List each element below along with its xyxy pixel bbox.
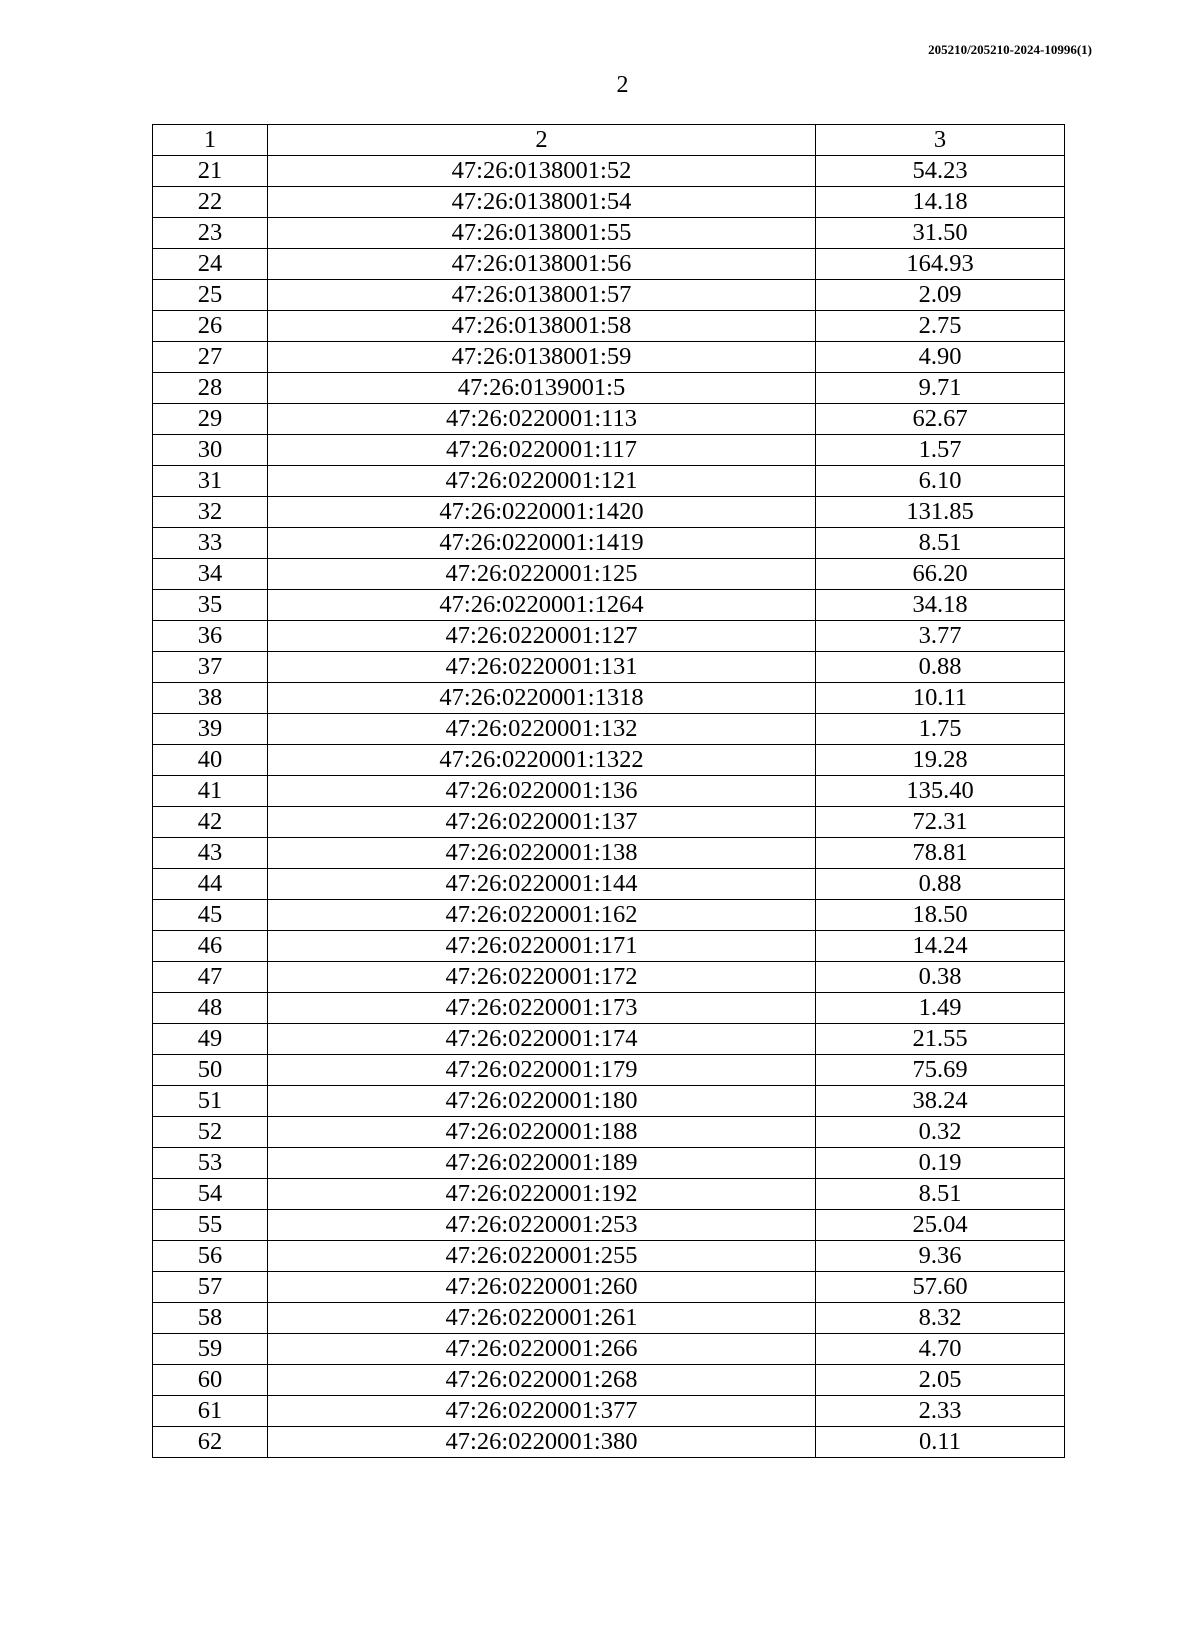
table-row — [153, 1396, 1065, 1427]
table-row — [153, 1272, 1065, 1303]
area-cell: 18.50 — [816, 900, 1065, 931]
area-cell: 2.05 — [816, 1365, 1065, 1396]
row-number-cell: 35 — [153, 590, 268, 621]
area-cell: 14.18 — [816, 187, 1065, 218]
row-number-cell: 30 — [153, 435, 268, 466]
cadastral-number-cell: 47:26:0138001:59 — [268, 342, 816, 373]
cadastral-number-cell: 47:26:0220001:377 — [268, 1396, 816, 1427]
row-number-cell: 22 — [153, 187, 268, 218]
row-number-cell: 47 — [153, 962, 268, 993]
cadastral-number-cell: 47:26:0220001:188 — [268, 1117, 816, 1148]
cadastral-number-cell: 47:26:0220001:261 — [268, 1303, 816, 1334]
table-row — [153, 1148, 1065, 1179]
cadastral-number-cell: 47:26:0220001:266 — [268, 1334, 816, 1365]
row-number-cell: 28 — [153, 373, 268, 404]
area-cell: 1.57 — [816, 435, 1065, 466]
row-number-cell: 51 — [153, 1086, 268, 1117]
table-row — [153, 1055, 1065, 1086]
row-number-cell: 49 — [153, 1024, 268, 1055]
area-cell: 2.75 — [816, 311, 1065, 342]
row-number-cell: 46 — [153, 931, 268, 962]
area-cell: 0.88 — [816, 869, 1065, 900]
table-row — [153, 869, 1065, 900]
header-row — [153, 125, 1065, 156]
header-col-3: 3 — [816, 125, 1065, 156]
area-cell: 72.31 — [816, 807, 1065, 838]
area-cell: 0.32 — [816, 1117, 1065, 1148]
area-cell: 9.71 — [816, 373, 1065, 404]
table-row — [153, 528, 1065, 559]
table-row — [153, 900, 1065, 931]
cadastral-number-cell: 47:26:0220001:137 — [268, 807, 816, 838]
row-number-cell: 33 — [153, 528, 268, 559]
row-number-cell: 44 — [153, 869, 268, 900]
cadastral-number-cell: 47:26:0220001:127 — [268, 621, 816, 652]
row-number-cell: 29 — [153, 404, 268, 435]
cadastral-number-cell: 47:26:0220001:174 — [268, 1024, 816, 1055]
cadastral-number-cell: 47:26:0220001:179 — [268, 1055, 816, 1086]
table-row — [153, 1303, 1065, 1334]
row-number-cell: 61 — [153, 1396, 268, 1427]
row-number-cell: 38 — [153, 683, 268, 714]
area-cell: 0.38 — [816, 962, 1065, 993]
area-cell: 6.10 — [816, 466, 1065, 497]
cadastral-number-cell: 47:26:0220001:1264 — [268, 590, 816, 621]
table-row — [153, 404, 1065, 435]
cadastral-number-cell: 47:26:0220001:192 — [268, 1179, 816, 1210]
area-cell: 34.18 — [816, 590, 1065, 621]
cadastral-number-cell: 47:26:0138001:55 — [268, 218, 816, 249]
cadastral-number-cell: 47:26:0220001:1420 — [268, 497, 816, 528]
table-header — [153, 125, 1065, 156]
area-cell: 54.23 — [816, 156, 1065, 187]
cadastral-number-cell: 47:26:0220001:255 — [268, 1241, 816, 1272]
cadastral-number-cell: 47:26:0138001:56 — [268, 249, 816, 280]
row-number-cell: 23 — [153, 218, 268, 249]
row-number-cell: 56 — [153, 1241, 268, 1272]
row-number-cell: 27 — [153, 342, 268, 373]
row-number-cell: 24 — [153, 249, 268, 280]
cadastral-number-cell: 47:26:0220001:189 — [268, 1148, 816, 1179]
area-cell: 0.11 — [816, 1427, 1065, 1458]
row-number-cell: 54 — [153, 1179, 268, 1210]
cadastral-number-cell: 47:26:0220001:1318 — [268, 683, 816, 714]
area-cell: 9.36 — [816, 1241, 1065, 1272]
cadastral-number-cell: 47:26:0220001:380 — [268, 1427, 816, 1458]
area-cell: 0.19 — [816, 1148, 1065, 1179]
cadastral-number-cell: 47:26:0220001:131 — [268, 652, 816, 683]
cadastral-number-cell: 47:26:0220001:1322 — [268, 745, 816, 776]
table-row — [153, 962, 1065, 993]
row-number-cell: 26 — [153, 311, 268, 342]
row-number-cell: 57 — [153, 1272, 268, 1303]
area-cell: 75.69 — [816, 1055, 1065, 1086]
cadastral-number-cell: 47:26:0138001:58 — [268, 311, 816, 342]
cadastral-number-cell: 47:26:0220001:113 — [268, 404, 816, 435]
cadastral-number-cell: 47:26:0138001:54 — [268, 187, 816, 218]
cadastral-number-cell: 47:26:0220001:132 — [268, 714, 816, 745]
table-row — [153, 559, 1065, 590]
table-row — [153, 590, 1065, 621]
table-row — [153, 342, 1065, 373]
table-row — [153, 435, 1065, 466]
table-row — [153, 1117, 1065, 1148]
row-number-cell: 37 — [153, 652, 268, 683]
cadastral-number-cell: 47:26:0220001:117 — [268, 435, 816, 466]
area-cell: 78.81 — [816, 838, 1065, 869]
area-cell: 131.85 — [816, 497, 1065, 528]
row-number-cell: 34 — [153, 559, 268, 590]
row-number-cell: 42 — [153, 807, 268, 838]
table-row — [153, 1086, 1065, 1117]
parcel-table — [152, 124, 1065, 1458]
table-row — [153, 1427, 1065, 1458]
cadastral-number-cell: 47:26:0220001:180 — [268, 1086, 816, 1117]
area-cell: 10.11 — [816, 683, 1065, 714]
area-cell: 8.51 — [816, 1179, 1065, 1210]
table-row — [153, 993, 1065, 1024]
area-cell: 4.90 — [816, 342, 1065, 373]
row-number-cell: 58 — [153, 1303, 268, 1334]
area-cell: 2.09 — [816, 280, 1065, 311]
table-row — [153, 497, 1065, 528]
cadastral-number-cell: 47:26:0220001:162 — [268, 900, 816, 931]
area-cell: 1.75 — [816, 714, 1065, 745]
table-row — [153, 1334, 1065, 1365]
table-row — [153, 745, 1065, 776]
area-cell: 4.70 — [816, 1334, 1065, 1365]
row-number-cell: 40 — [153, 745, 268, 776]
table-row — [153, 373, 1065, 404]
cadastral-number-cell: 47:26:0220001:1419 — [268, 528, 816, 559]
area-cell: 135.40 — [816, 776, 1065, 807]
row-number-cell: 43 — [153, 838, 268, 869]
table-row — [153, 776, 1065, 807]
area-cell: 1.49 — [816, 993, 1065, 1024]
cadastral-number-cell: 47:26:0220001:253 — [268, 1210, 816, 1241]
table-row — [153, 1024, 1065, 1055]
table-row — [153, 466, 1065, 497]
row-number-cell: 48 — [153, 993, 268, 1024]
table-row — [153, 156, 1065, 187]
table-row — [153, 218, 1065, 249]
cadastral-number-cell: 47:26:0220001:171 — [268, 931, 816, 962]
row-number-cell: 62 — [153, 1427, 268, 1458]
row-number-cell: 41 — [153, 776, 268, 807]
cadastral-number-cell: 47:26:0220001:138 — [268, 838, 816, 869]
row-number-cell: 60 — [153, 1365, 268, 1396]
document-id: 205210/205210-2024-10996(1) — [928, 42, 1092, 57]
area-cell: 2.33 — [816, 1396, 1065, 1427]
table-row — [153, 838, 1065, 869]
table-row — [153, 249, 1065, 280]
area-cell: 66.20 — [816, 559, 1065, 590]
row-number-cell: 59 — [153, 1334, 268, 1365]
table-row — [153, 187, 1065, 218]
row-number-cell: 53 — [153, 1148, 268, 1179]
row-number-cell: 25 — [153, 280, 268, 311]
area-cell: 8.51 — [816, 528, 1065, 559]
row-number-cell: 50 — [153, 1055, 268, 1086]
row-number-cell: 55 — [153, 1210, 268, 1241]
row-number-cell: 21 — [153, 156, 268, 187]
cadastral-number-cell: 47:26:0220001:121 — [268, 466, 816, 497]
header-col-2: 2 — [268, 125, 816, 156]
cadastral-number-cell: 47:26:0139001:5 — [268, 373, 816, 404]
table-row — [153, 311, 1065, 342]
area-cell: 19.28 — [816, 745, 1065, 776]
table-row — [153, 683, 1065, 714]
row-number-cell: 31 — [153, 466, 268, 497]
cadastral-number-cell: 47:26:0220001:268 — [268, 1365, 816, 1396]
cadastral-number-cell: 47:26:0220001:260 — [268, 1272, 816, 1303]
area-cell: 164.93 — [816, 249, 1065, 280]
cadastral-number-cell: 47:26:0220001:125 — [268, 559, 816, 590]
table-row — [153, 1241, 1065, 1272]
table-row — [153, 1210, 1065, 1241]
table-row — [153, 652, 1065, 683]
cadastral-number-cell: 47:26:0220001:173 — [268, 993, 816, 1024]
area-cell: 21.55 — [816, 1024, 1065, 1055]
area-cell: 38.24 — [816, 1086, 1065, 1117]
table-row — [153, 1179, 1065, 1210]
area-cell: 57.60 — [816, 1272, 1065, 1303]
area-cell: 31.50 — [816, 218, 1065, 249]
row-number-cell: 39 — [153, 714, 268, 745]
row-number-cell: 52 — [153, 1117, 268, 1148]
table-row — [153, 807, 1065, 838]
cadastral-number-cell: 47:26:0138001:52 — [268, 156, 816, 187]
cadastral-number-cell: 47:26:0220001:144 — [268, 869, 816, 900]
area-cell: 8.32 — [816, 1303, 1065, 1334]
area-cell: 25.04 — [816, 1210, 1065, 1241]
area-cell: 0.88 — [816, 652, 1065, 683]
area-cell: 14.24 — [816, 931, 1065, 962]
table-row — [153, 931, 1065, 962]
row-number-cell: 36 — [153, 621, 268, 652]
table-row — [153, 280, 1065, 311]
cadastral-number-cell: 47:26:0220001:172 — [268, 962, 816, 993]
header-col-1: 1 — [153, 125, 268, 156]
row-number-cell: 32 — [153, 497, 268, 528]
area-cell: 3.77 — [816, 621, 1065, 652]
table-row — [153, 1365, 1065, 1396]
table-row — [153, 621, 1065, 652]
cadastral-number-cell: 47:26:0138001:57 — [268, 280, 816, 311]
table-body — [153, 156, 1065, 1458]
page-number: 2 — [616, 72, 629, 98]
cadastral-number-cell: 47:26:0220001:136 — [268, 776, 816, 807]
row-number-cell: 45 — [153, 900, 268, 931]
table-row — [153, 714, 1065, 745]
area-cell: 62.67 — [816, 404, 1065, 435]
